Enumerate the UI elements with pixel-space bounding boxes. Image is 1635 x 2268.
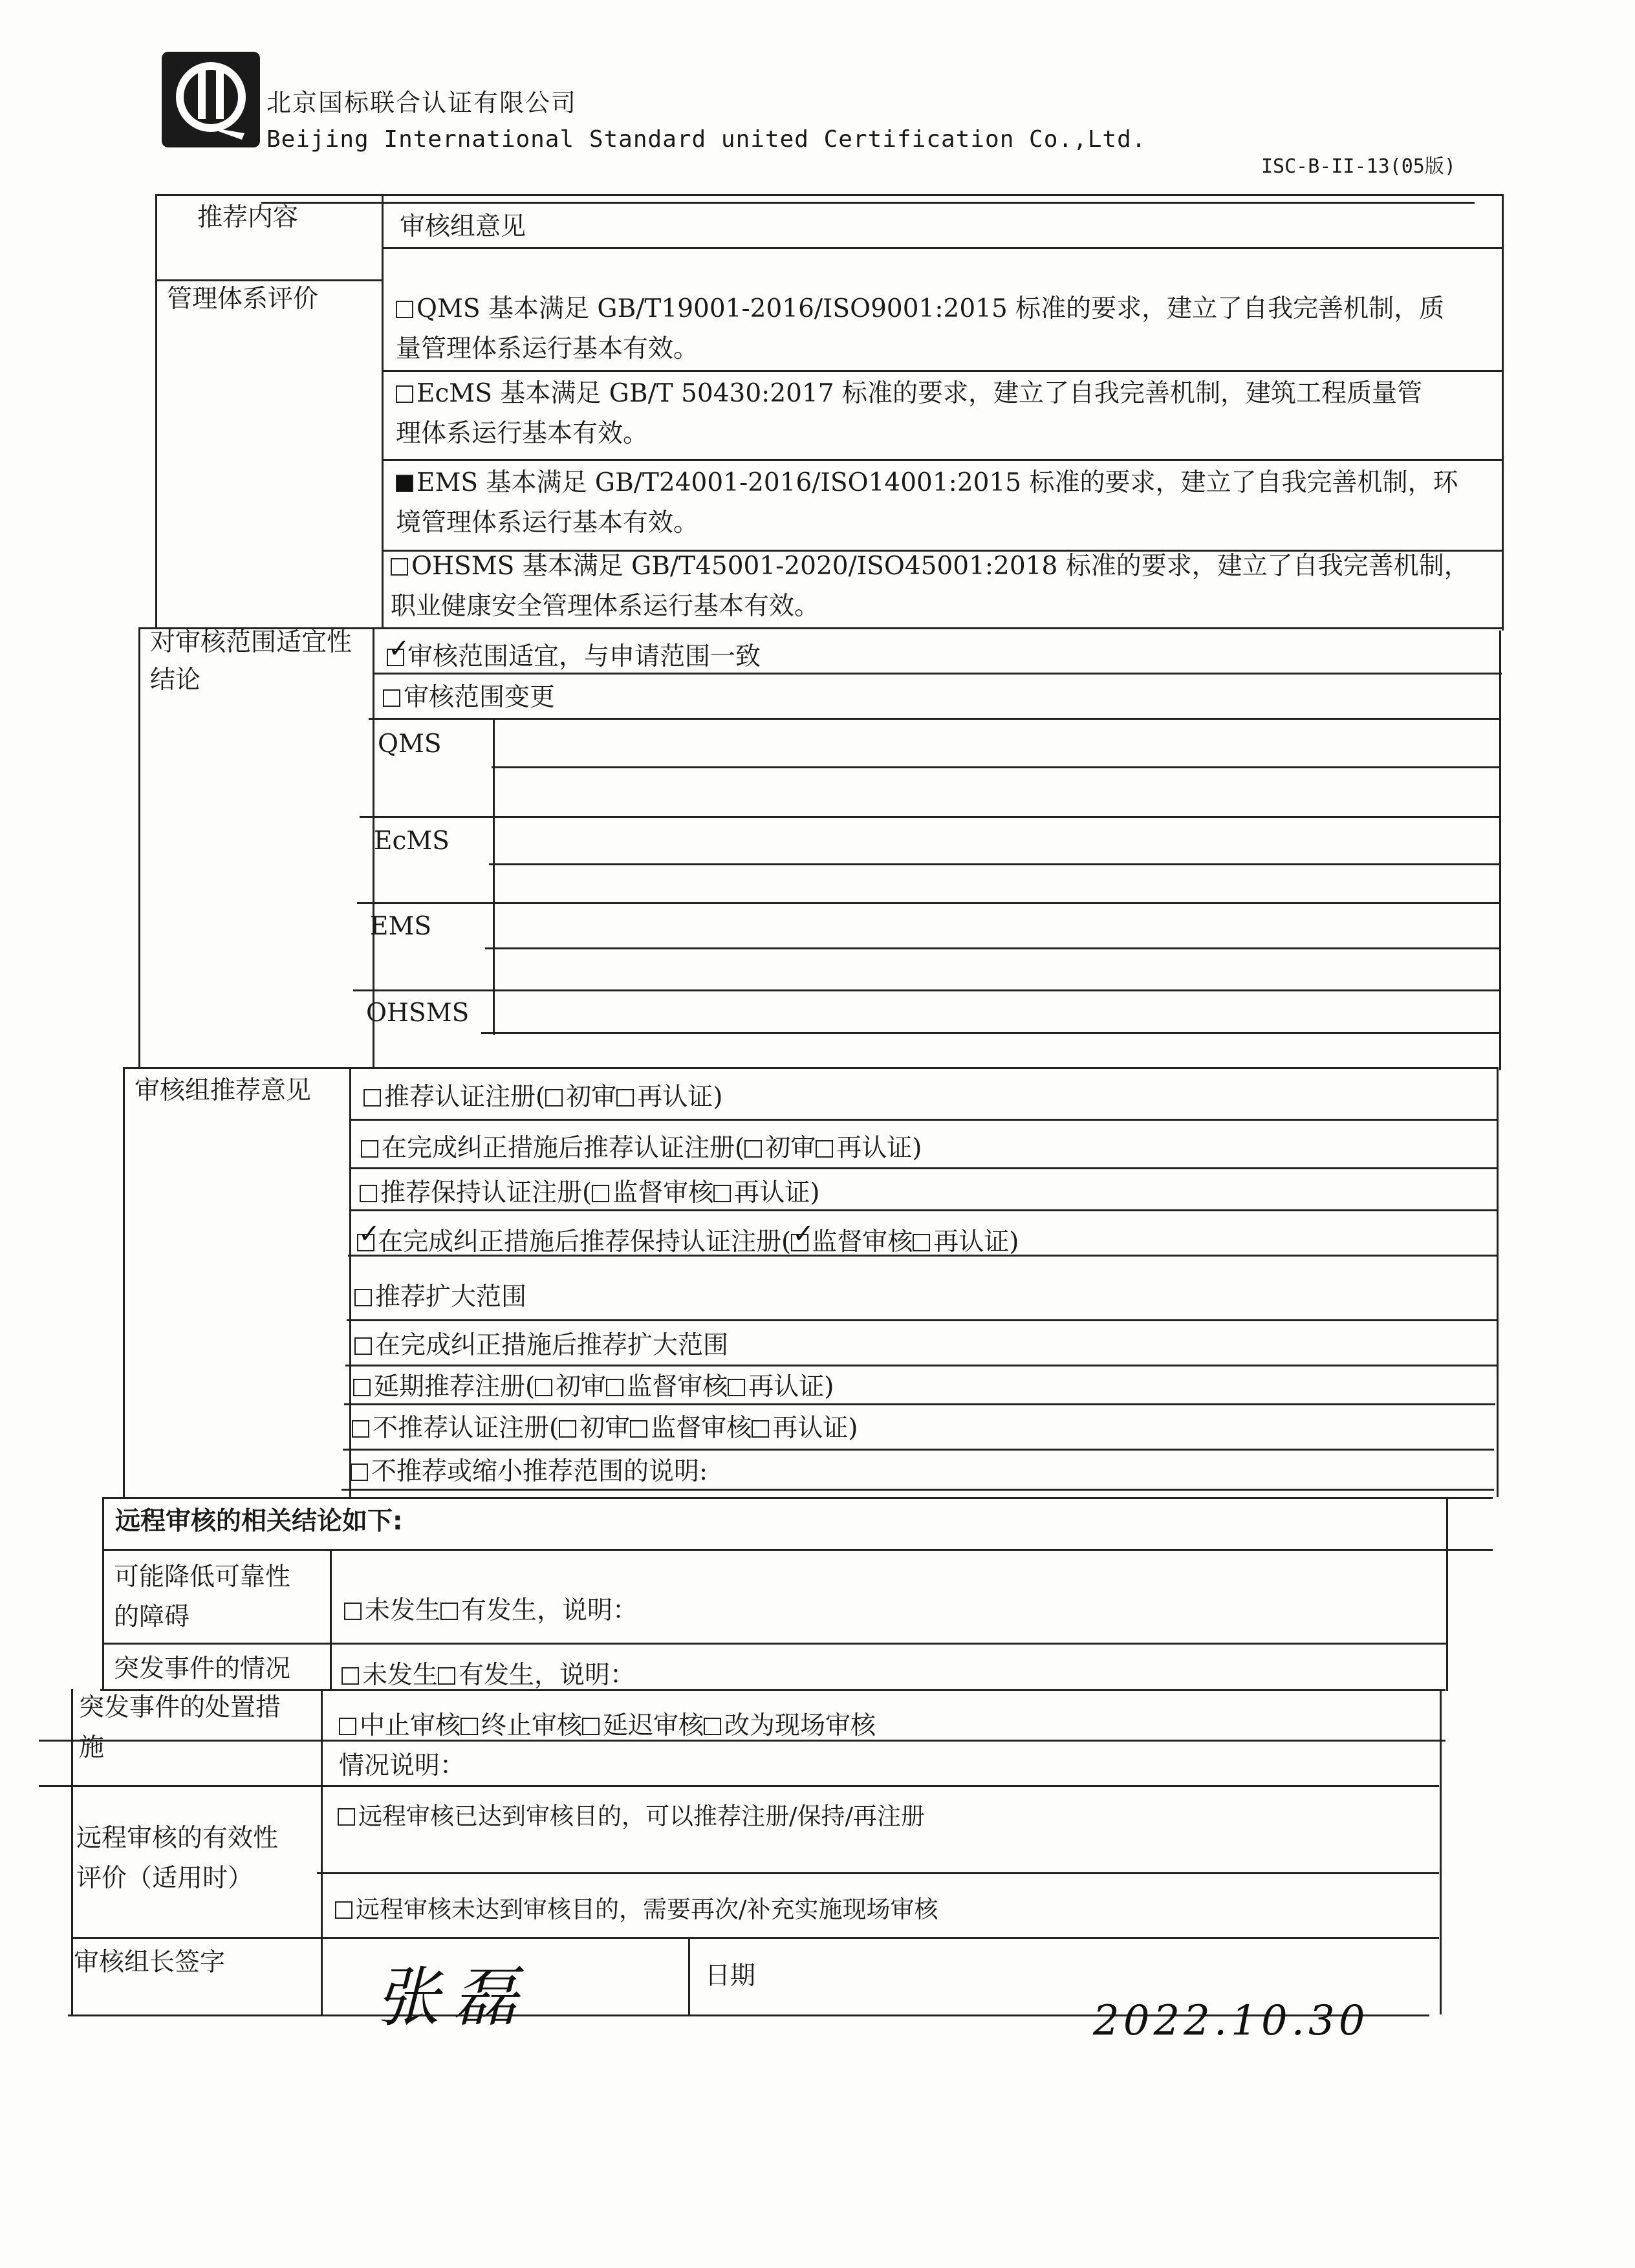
table-line xyxy=(382,459,1502,461)
table-border xyxy=(1502,194,1504,631)
incident-options: 未发生 有发生，说明： xyxy=(341,1656,635,1696)
ems-checkbox[interactable] xyxy=(396,475,413,492)
table-line xyxy=(102,1497,1493,1499)
table-line xyxy=(382,247,1502,249)
recommend-opt-1: 推荐认证注册( 初审 再认证) xyxy=(363,1077,722,1118)
scope-system-ecms: EcMS xyxy=(374,826,449,856)
rec6-checkbox[interactable] xyxy=(354,1337,372,1355)
table-line xyxy=(347,1319,1497,1321)
validity-achieved-checkbox[interactable] xyxy=(338,1808,355,1826)
rec3-checkbox[interactable] xyxy=(360,1185,377,1202)
recommend-opt-6: 在完成纠正措施后推荐扩大范围 xyxy=(354,1326,728,1366)
recommend-opt-5: 推荐扩大范围 xyxy=(354,1277,526,1317)
rec4-b-checkbox[interactable] xyxy=(913,1234,930,1251)
table-line xyxy=(349,1067,351,1497)
table-line xyxy=(481,1032,1499,1034)
rec2-checkbox[interactable] xyxy=(361,1140,378,1158)
rec7-a-checkbox[interactable] xyxy=(535,1379,552,1396)
rec1-checkbox[interactable] xyxy=(363,1089,381,1107)
measure-terminate-checkbox[interactable] xyxy=(460,1718,478,1735)
recommend-opt-2: 在完成纠正措施后推荐认证注册( 初审 再认证) xyxy=(361,1129,922,1169)
table-border xyxy=(1440,1689,1442,2014)
rec1-a-checkbox[interactable] xyxy=(545,1089,563,1107)
validity-not-achieved-checkbox[interactable] xyxy=(335,1901,352,1919)
scope-opt-consistent: ✓审核范围适宜，与申请范围一致 xyxy=(387,637,761,677)
table-line xyxy=(493,718,495,1035)
table-line xyxy=(353,989,1499,991)
table-border xyxy=(155,194,157,629)
date-label: 日期 xyxy=(705,1961,756,1991)
table-line xyxy=(100,1689,1446,1691)
obstacle-label: 可能降低可靠性 的障碍 xyxy=(114,1562,291,1632)
incident-not-occurred-checkbox[interactable] xyxy=(341,1667,359,1685)
col-header-content: 推荐内容 xyxy=(197,203,299,232)
table-border xyxy=(138,627,140,1067)
table-border xyxy=(1499,631,1501,1070)
recommend-label: 审核组推荐意见 xyxy=(135,1076,312,1105)
table-line xyxy=(39,1785,1439,1787)
remote-heading: 远程审核的相关结论如下: xyxy=(115,1507,403,1536)
scope-system-ohsms: OHSMS xyxy=(366,999,470,1028)
table-line xyxy=(369,718,1500,720)
col-header-opinion: 审核组意见 xyxy=(400,212,526,241)
rec2-b-checkbox[interactable] xyxy=(816,1140,833,1158)
recommend-opt-3: 推荐保持认证注册( 监督审核 再认证) xyxy=(360,1173,819,1213)
rec3-a-checkbox[interactable] xyxy=(592,1185,609,1202)
validity-opt-1: 远程审核已达到审核目的，可以推荐注册/保持/再注册 xyxy=(338,1797,925,1837)
rec4-a-checkbox[interactable] xyxy=(791,1234,808,1251)
mgmt-item-ohsms: OHSMS 基本满足 GB/T45001-2020/ISO45001:2018 标准的要求，建立了自我完善机制， 职业健康安全管理体系运行基本有效。 xyxy=(391,552,1469,621)
date-value: 2022.10.30 xyxy=(1093,1997,1369,2045)
recommend-opt-7: 延期推荐注册( 初审 监督审核 再认证) xyxy=(353,1367,834,1407)
ohsms-checkbox[interactable] xyxy=(391,558,408,576)
rec3-b-checkbox[interactable] xyxy=(713,1185,731,1202)
measure-suspend-checkbox[interactable] xyxy=(339,1718,356,1735)
recommend-opt-8: 不推荐认证注册( 初审 监督审核 再认证) xyxy=(352,1409,858,1449)
rec8-checkbox[interactable] xyxy=(352,1420,369,1438)
table-line xyxy=(492,766,1500,768)
rec8-b-checkbox[interactable] xyxy=(630,1420,647,1438)
table-line xyxy=(102,1643,1447,1645)
scope-label: 对审核范围适宜性结论 xyxy=(150,628,352,695)
situation-note: 情况说明： xyxy=(339,1751,466,1780)
incident-occurred-checkbox[interactable] xyxy=(438,1667,455,1685)
rec9-checkbox[interactable] xyxy=(351,1463,368,1481)
rec8-c-checkbox[interactable] xyxy=(752,1420,769,1438)
table-line xyxy=(317,1872,1439,1874)
table-border xyxy=(155,194,1502,196)
table-line xyxy=(343,1449,1494,1451)
measures-label: 突发事件的处置措 施 xyxy=(79,1693,281,1762)
form-code: ISC-B-II-13(05版) xyxy=(1261,155,1456,178)
table-line xyxy=(485,947,1499,949)
table-line xyxy=(330,1549,332,1691)
table-border xyxy=(123,1067,125,1497)
table-border xyxy=(71,1689,73,2014)
company-name-cn: 北京国标联合认证有限公司 xyxy=(266,89,578,117)
table-line xyxy=(688,1937,690,2014)
table-line xyxy=(71,1937,1439,1939)
mgmt-item-qms: QMS 基本满足 GB/T19001-2016/ISO9001:2015 标准的要求，建立了自我完善机制，质 量管理体系运行基本有效。 xyxy=(396,294,1445,363)
measure-delay-checkbox[interactable] xyxy=(582,1718,600,1735)
rec5-checkbox[interactable] xyxy=(354,1289,372,1306)
table-line xyxy=(382,370,1502,372)
obstacle-not-occurred-checkbox[interactable] xyxy=(344,1603,362,1620)
validity-opt-2: 远程审核未达到审核目的，需要再次/补充实施现场审核 xyxy=(335,1890,938,1930)
scope-change-checkbox[interactable] xyxy=(383,689,400,707)
leader-signature: 张磊 xyxy=(375,1960,530,2035)
rec1-b-checkbox[interactable] xyxy=(616,1089,634,1107)
measures-options: 中止审核 终止审核 延迟审核 改为现场审核 xyxy=(339,1706,876,1746)
leader-sign-label: 审核组长签字 xyxy=(74,1948,226,1977)
mgmt-item-ecms: EcMS 基本满足 GB/T 50430:2017 标准的要求，建立了自我完善机制，建筑工程质量管 理体系运行基本有效。 xyxy=(396,379,1422,448)
recommend-opt-4: ✓在完成纠正措施后推荐保持认证注册(✓ 监督审核 再认证) xyxy=(357,1222,1019,1262)
scope-opt-change: 审核范围变更 xyxy=(383,678,555,718)
table-line xyxy=(102,1549,1493,1551)
rec2-a-checkbox[interactable] xyxy=(744,1140,762,1158)
company-logo xyxy=(160,50,261,149)
header-rule xyxy=(261,202,1475,204)
table-line xyxy=(357,902,1499,904)
table-line xyxy=(382,194,384,629)
rec7-b-checkbox[interactable] xyxy=(606,1379,623,1396)
table-border xyxy=(102,1497,104,1691)
company-name-en: Beijing International Standard united Certification Co.,Ltd. xyxy=(266,126,1147,153)
scope-system-qms: QMS xyxy=(378,729,442,759)
rec7-checkbox[interactable] xyxy=(353,1379,371,1396)
mgmt-eval-label: 管理体系评价 xyxy=(167,285,319,314)
rec7-c-checkbox[interactable] xyxy=(728,1379,745,1396)
table-line xyxy=(349,1119,1498,1121)
qms-checkbox[interactable] xyxy=(396,301,413,318)
validity-label: 远程审核的有效性 评价（适用时） xyxy=(76,1824,279,1893)
measure-onsite-checkbox[interactable] xyxy=(704,1718,721,1735)
scope-system-ems: EMS xyxy=(370,912,432,941)
mgmt-item-ems: EMS 基本满足 GB/T24001-2016/ISO14001:2015 标准的要求，建立了自我完善机制，环 境管理体系运行基本有效。 xyxy=(396,468,1458,537)
rec8-a-checkbox[interactable] xyxy=(559,1420,576,1438)
table-line xyxy=(123,1067,1498,1069)
obstacle-occurred-checkbox[interactable] xyxy=(440,1603,458,1620)
obstacle-options: 未发生 有发生，说明： xyxy=(344,1591,638,1631)
table-line xyxy=(321,1689,323,2014)
recommend-opt-9: 不推荐或缩小推荐范围的说明: xyxy=(351,1452,708,1492)
scope-consistent-checkbox[interactable] xyxy=(387,649,404,666)
incident-label: 突发事件的情况 xyxy=(114,1654,291,1683)
table-line xyxy=(360,816,1499,818)
table-border xyxy=(1446,1497,1448,1691)
table-border xyxy=(1497,1067,1499,1497)
rec4-checkbox[interactable] xyxy=(357,1234,374,1251)
ecms-checkbox[interactable] xyxy=(396,385,413,403)
table-line xyxy=(489,863,1499,865)
